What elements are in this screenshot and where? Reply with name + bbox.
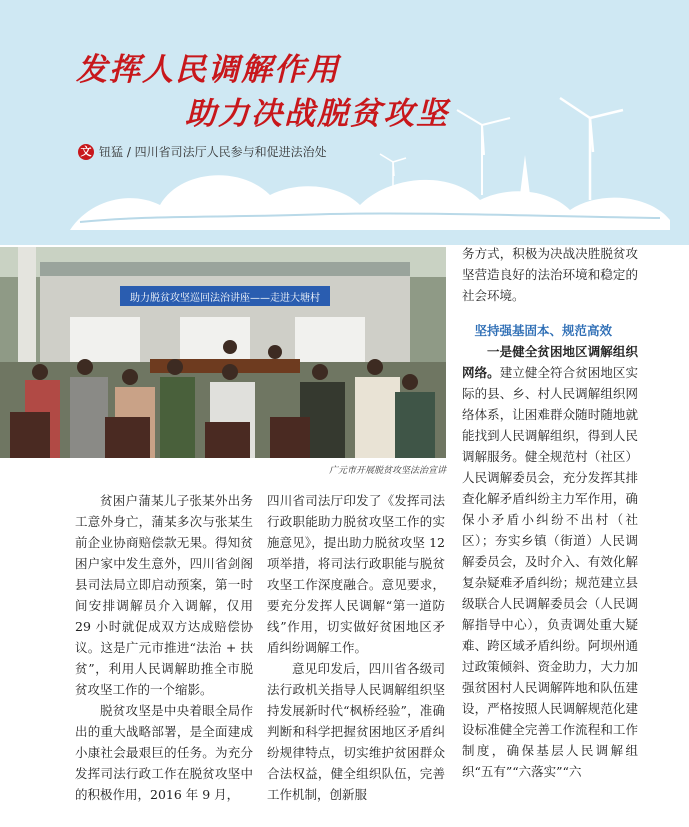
photo-caption: 广元市开展脱贫攻坚法治宣讲 <box>328 466 446 476</box>
paragraph: 贫困户蒲某儿子张某外出务工意外身亡，蒲某多次与张某生前企业协商赔偿款无果。得知贫困户家中发生意外，四川省剑阁县司法局立即启动预案，第一时间安排调解员介入调解，仅用 29 小时就促成双方达成赔偿协议。这是广元市推进“法治 + 扶贫”，利用人民调解助推全市脱贫攻坚工作的一个缩影。 <box>75 493 253 697</box>
byline-text: 钮猛 / 四川省司法厅人民参与和促进法治处 <box>99 145 327 159</box>
meeting-photo <box>0 247 446 458</box>
byline <box>78 143 327 160</box>
banner-text: 助力脱贫攻坚巡回法治讲座——走进大塘村 <box>130 293 320 304</box>
wind-turbine-icon <box>555 90 625 200</box>
text-column-3 <box>462 243 638 782</box>
paragraph <box>462 341 638 782</box>
article-title-line1: 发挥人民调解作用 <box>76 52 340 88</box>
paragraph: 意见印发后，四川省各级司法行政机关指导人民调解组织坚持发展新时代“枫桥经验”，准确判断和科学把握贫困地区矛盾纠纷规律特点，切实维护贫困群众合法权益，健全组织队伍，完善工作机制，创新服 <box>267 661 445 802</box>
paragraph: 四川省司法厅印发了《发挥司法行政职能助力脱贫攻坚工作的实施意见》，提出助力脱贫攻坚 12 项举措，将司法行政职能与脱贫攻坚工作深度融合。意见要求，要充分发挥人民调解“第一道防线”作用，切实做好贫困地区矛盾纠纷调解工作。 <box>267 493 445 655</box>
paragraph: 务方式，积极为决战决胜脱贫攻坚营造良好的法治环境和稳定的社会环境。 <box>462 246 638 303</box>
pagoda-icon <box>518 155 532 195</box>
wind-turbine-icon <box>378 150 408 195</box>
section-heading: 坚持强基固本、规范高效 <box>474 323 613 338</box>
wind-turbine-icon <box>452 100 512 195</box>
paragraph: 脱贫攻坚是中央着眼全局作出的重大战略部署，是全面建成小康社会最艰巨的任务。为充分发挥司法行政工作在脱贫攻坚中的积极作用，2016 年 9 月， <box>75 703 253 802</box>
author-badge-icon: 文 <box>78 144 94 160</box>
text-column-2 <box>267 490 445 805</box>
meeting-photo-illustration <box>0 247 446 458</box>
paragraph-lead: 一是健全贫困地区调解组织网络。 <box>462 344 638 380</box>
paragraph-body: 建立健全符合贫困地区实际的县、乡、村人民调解组织网络体系，让困难群众随时随地就能找到人民调解组织，得到人民调解服务。健全规范村（社区）人民调解委员会，充分发挥其排查化解矛盾纠纷主力军作用，确保小矛盾小纠纷不出村（社区）；夯实乡镇（街道）人民调解委员会，及时介入、有效化解复杂疑难矛盾纠纷；规范建立县级联合人民调解委员会（人民调解指导中心），负责调处重大疑难、跨区域矛盾纠纷。阿坝州通过政策倾斜、资金助力，大力加强贫困村人民调解阵地和队伍建设，严格按照人民调解规范化建设标准健全完善工作流程和工作制度，确保基层人民调解组织“五有”“六落实”“六 <box>462 365 638 779</box>
article-title-line2: 助力决战脱贫攻坚 <box>185 96 449 132</box>
text-column-1 <box>75 490 253 805</box>
